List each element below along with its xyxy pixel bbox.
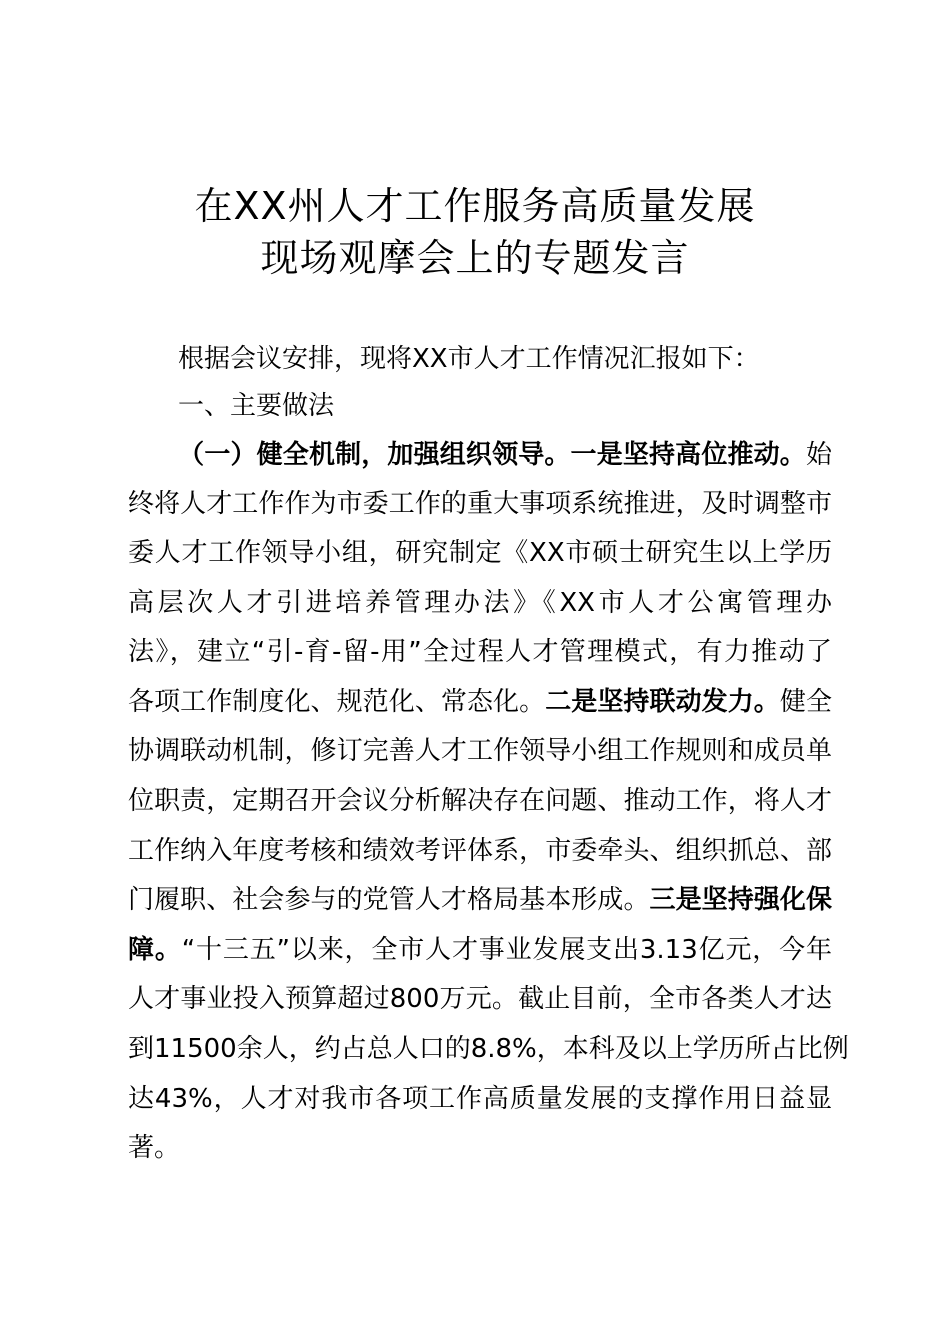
bold-lead-heading: （一）健全机制，加强组织领导。一是坚持高位推动。 — [178, 440, 806, 470]
paragraph-text: 健全 — [779, 687, 832, 717]
intro-text: 根据会议安排，现将XX市人才工作情况汇报如下： — [178, 344, 760, 374]
paragraph-line: 高层次人才引进培养管理办法》《XX市人才公寓管理办 — [128, 588, 832, 618]
paragraph-line: 法》，建立“引-育-留-用”全过程人才管理模式，有力推动了 — [128, 637, 832, 667]
section-heading: 一、主要做法 — [178, 391, 335, 421]
bold-point-3-end: 障。 — [128, 935, 182, 965]
paragraph-text: 始 — [805, 440, 832, 470]
document-title-line-1: 在XX州人才工作服务高质量发展 — [194, 184, 756, 228]
paragraph-line: 著。 — [128, 1133, 181, 1163]
paragraph-line: 协调联动机制，修订完善人才工作领导小组工作规则和成员单 — [128, 736, 832, 766]
paragraph-line — [128, 882, 832, 918]
paragraph-line — [128, 684, 832, 720]
paragraph-text: 各项工作制度化、规范化、常态化。 — [128, 687, 546, 717]
paragraph-line: 委人才工作领导小组，研究制定《XX市硕士研究生以上学历 — [128, 538, 832, 568]
paragraph-text: “十三五”以来，全市人才事业发展支出3.13亿元，今年 — [181, 935, 832, 965]
paragraph-line: 到11500余人，约占总人口的8.8%，本科及以上学历所占比例 — [128, 1034, 849, 1064]
bold-point-3: 三是坚持强化保 — [649, 885, 832, 915]
bold-point-2: 二是坚持联动发力。 — [545, 687, 780, 717]
paragraph-line: 人才事业投入预算超过800万元。截止目前，全市各类人才达 — [128, 984, 832, 1014]
paragraph-line — [128, 932, 832, 968]
document-title-line-2: 现场观摩会上的专题发言 — [260, 236, 690, 280]
paragraph-line — [128, 437, 832, 473]
paragraph-line: 终将人才工作作为市委工作的重大事项系统推进，及时调整市 — [128, 489, 832, 519]
paragraph-line: 达43%，人才对我市各项工作高质量发展的支撑作用日益显 — [128, 1084, 832, 1114]
paragraph-line: 工作纳入年度考核和绩效考评体系，市委牵头、组织抓总、部 — [128, 836, 832, 866]
paragraph-text: 门履职、社会参与的党管人才格局基本形成。 — [128, 885, 650, 915]
paragraph-line: 位职责，定期召开会议分析解决存在问题、推动工作，将人才 — [128, 786, 832, 816]
